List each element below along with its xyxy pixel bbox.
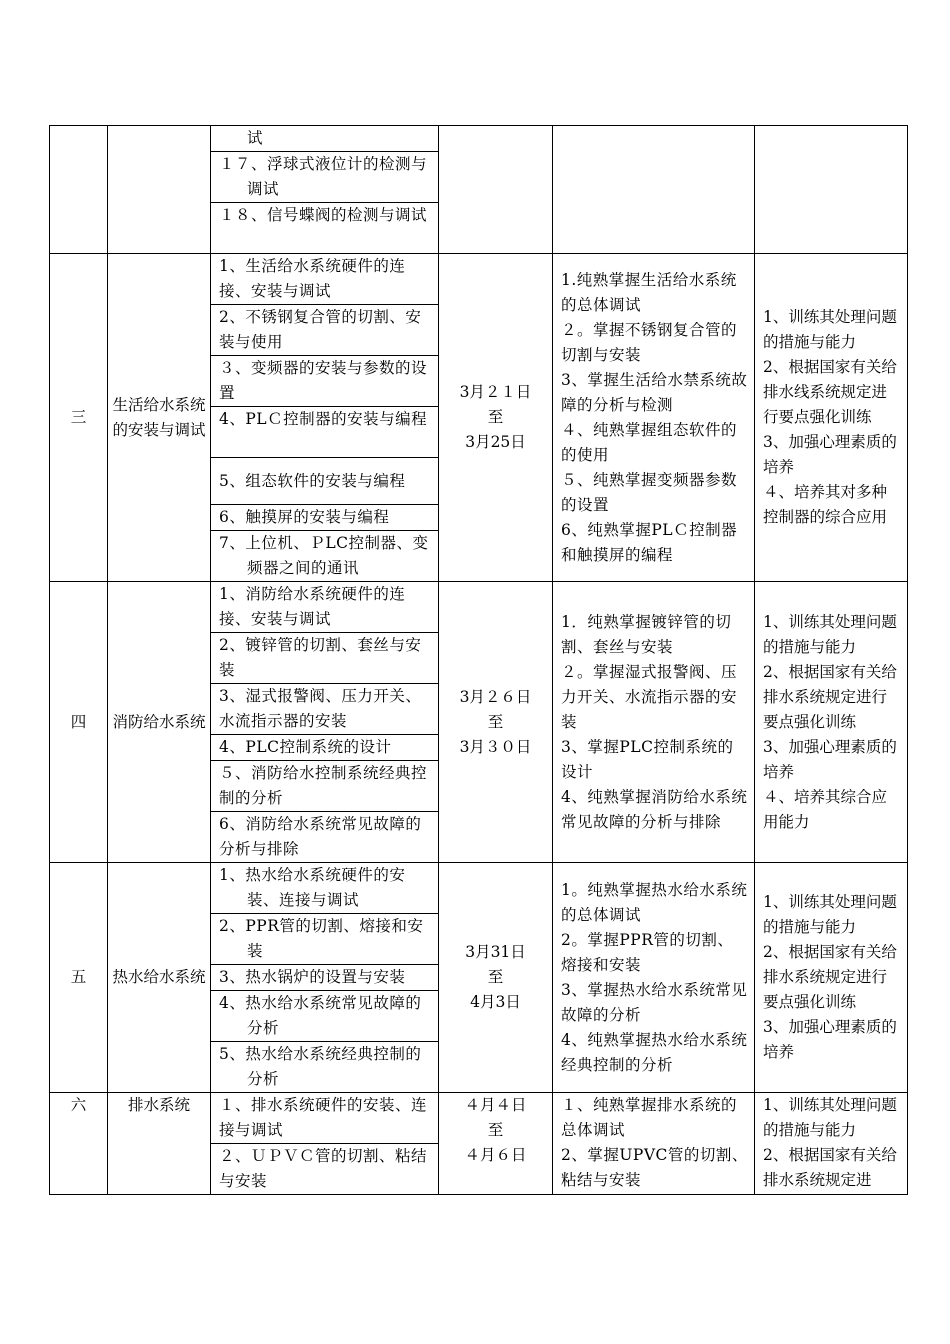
list-item: １７、浮球式液位计的检测与调试 — [211, 152, 438, 203]
requirement-item: 1、训练其处理问题的措施与能力 — [763, 893, 897, 936]
goals-cell — [553, 254, 755, 582]
goal-item: ４、纯熟掌握组态软件的的使用 — [561, 420, 738, 464]
requirement-item: 3、加强心理素质的培养 — [763, 433, 897, 476]
list-item: 5、组态软件的安装与编程 — [211, 458, 438, 505]
list-item: 4、PLC控制系统的设计 — [211, 735, 438, 761]
date-separator: 至 — [487, 712, 504, 731]
list-item: 4、热水给水系统常见故障的分析 — [211, 991, 438, 1042]
requirement-item: 1、训练其处理问题的措施与能力 — [763, 612, 897, 656]
goal-item: 3、掌握热水给水系统常见故障的分析 — [561, 980, 748, 1024]
goal-item: ５、纯熟掌握变频器参数的设置 — [561, 470, 738, 514]
list-item: ２、ＵＰＶＣ管的切割、粘结与安装 — [219, 1147, 428, 1190]
item-list — [211, 254, 439, 582]
list-item: 2、PPR管的切割、熔接和安装 — [211, 914, 438, 965]
list-item: 试 — [211, 126, 438, 152]
table-row — [50, 254, 908, 582]
module-name: 排水系统 — [108, 1093, 211, 1195]
date-end: 4月3日 — [470, 993, 521, 1011]
list-item: １、排水系统硬件的安装、连接与调试 — [211, 1093, 438, 1144]
goals-cell — [553, 1093, 755, 1195]
requirement-item: 2、根据国家有关给排水系统规定进 — [763, 1146, 897, 1189]
goal-item: ２。掌握不锈钢复合管的切割与安装 — [561, 320, 738, 364]
list-item: 5、热水给水系统经典控制的分析 — [219, 1045, 422, 1088]
date-range — [439, 582, 553, 863]
row-number: 四 — [50, 582, 108, 863]
goal-item: ２。掌握湿式报警阀、压力开关、水流指示器的安装 — [561, 662, 738, 731]
list-item: 1、热水给水系统硬件的安装、连接与调试 — [211, 863, 438, 914]
goal-item: 2、掌握UPVC管的切割、粘结与安装 — [561, 1146, 748, 1189]
requirements-cell — [755, 1093, 908, 1195]
row-number: 五 — [50, 863, 108, 1093]
list-item: 4、PLＣ控制器的安装与编程 — [211, 407, 438, 458]
table-row — [50, 126, 908, 254]
goal-item: 3、掌握PLC控制系统的设计 — [561, 737, 734, 781]
date-separator: 至 — [487, 408, 504, 426]
module-name: 生活给水系统的安装与调试 — [108, 254, 211, 582]
requirement-item: 1、训练其处理问题的措施与能力 — [763, 1096, 897, 1139]
list-item: ３、变频器的安装与参数的设置 — [211, 356, 438, 407]
date-separator: 至 — [487, 1121, 504, 1139]
goals-cell — [553, 863, 755, 1093]
goal-item: １、纯熟掌握排水系统的总体调试 — [561, 1096, 738, 1139]
requirement-item: ４、培养其综合应用能力 — [763, 787, 888, 831]
requirement-item: 3、加强心理素质的培养 — [763, 737, 897, 781]
module-name: 热水给水系统 — [108, 863, 211, 1093]
goal-item: 6、纯熟掌握PLＣ控制器和触摸屏的编程 — [561, 520, 738, 564]
goal-item: 3、掌握生活给水禁系统故障的分析与检测 — [561, 370, 748, 414]
list-item: ５、消防给水控制系统经典控制的分析 — [211, 761, 438, 812]
goals-cell — [553, 582, 755, 863]
list-item: 3、湿式报警阀、压力开关、水流指示器的安装 — [211, 684, 438, 735]
list-item: 6、触摸屏的安装与编程 — [211, 505, 438, 531]
goal-item: 1。纯熟掌握热水给水系统的总体调试 — [561, 880, 748, 924]
requirements-cell — [755, 126, 908, 254]
requirement-item: 2、根据国家有关给排水系统规定进行要点强化训练 — [763, 943, 897, 1011]
training-plan-table — [49, 125, 908, 1195]
list-item: 6、消防给水系统常见故障的分析与排除 — [219, 815, 422, 858]
item-list — [211, 126, 439, 254]
date-start: 3月31日 — [465, 943, 526, 961]
list-item: 3、热水锅炉的设置与安装 — [211, 965, 438, 991]
requirements-cell — [755, 863, 908, 1093]
module-name — [108, 126, 211, 254]
row-number: 三 — [50, 254, 108, 582]
list-item: 7、上位机、ＰLC控制器、变频器之间的通讯 — [219, 534, 429, 577]
requirements-cell — [755, 254, 908, 582]
list-item: 1、生活给水系统硬件的连接、安装与调试 — [211, 254, 438, 305]
table-row — [50, 1093, 908, 1195]
goal-item: 4、纯熟掌握热水给水系统经典控制的分析 — [561, 1030, 748, 1074]
module-name: 消防给水系统 — [108, 582, 211, 863]
list-item: １８、信号蝶阀的检测与调试 — [219, 206, 428, 224]
item-list — [211, 1093, 439, 1195]
requirement-item: 3、加强心理素质的培养 — [763, 1018, 897, 1061]
table-row — [50, 863, 908, 1093]
date-range — [439, 126, 553, 254]
goal-item: 1.纯熟掌握生活给水系统的总体调试 — [561, 270, 737, 314]
date-start: 3月２１日 — [459, 383, 532, 401]
date-end: ４月６日 — [464, 1146, 527, 1164]
date-start: 3月２６日 — [459, 687, 532, 706]
date-range — [439, 1093, 553, 1195]
goals-cell — [553, 126, 755, 254]
requirements-cell — [755, 582, 908, 863]
table-row — [50, 582, 908, 863]
item-list — [211, 582, 439, 863]
requirement-item: 2、根据国家有关给排水系统规定进行要点强化训练 — [763, 662, 897, 731]
row-number: 六 — [50, 1093, 108, 1195]
list-item: 1、消防给水系统硬件的连接、安装与调试 — [211, 582, 438, 633]
date-start: ４月４日 — [464, 1096, 527, 1114]
goal-item: 4、纯熟掌握消防给水系统常见故障的分析与排除 — [561, 787, 748, 831]
date-range — [439, 254, 553, 582]
row-number — [50, 126, 108, 254]
item-list — [211, 863, 439, 1093]
goal-item: 1．纯熟掌握镀锌管的切割、套丝与安装 — [561, 612, 732, 656]
requirement-item: ４、培养其对多种控制器的综合应用 — [763, 483, 888, 526]
date-range — [439, 863, 553, 1093]
date-end: 3月３０日 — [459, 737, 532, 756]
requirement-item: 1、训练其处理问题的措施与能力 — [763, 308, 897, 351]
date-end: 3月25日 — [465, 433, 526, 451]
requirement-item: 2、根据国家有关给排水线系统规定进行要点强化训练 — [763, 358, 897, 426]
list-item: 2、镀锌管的切割、套丝与安装 — [211, 633, 438, 684]
goal-item: 2。掌握PPR管的切割、熔接和安装 — [561, 930, 734, 974]
date-separator: 至 — [487, 968, 504, 986]
list-item: 2、不锈钢复合管的切割、安装与使用 — [211, 305, 438, 356]
